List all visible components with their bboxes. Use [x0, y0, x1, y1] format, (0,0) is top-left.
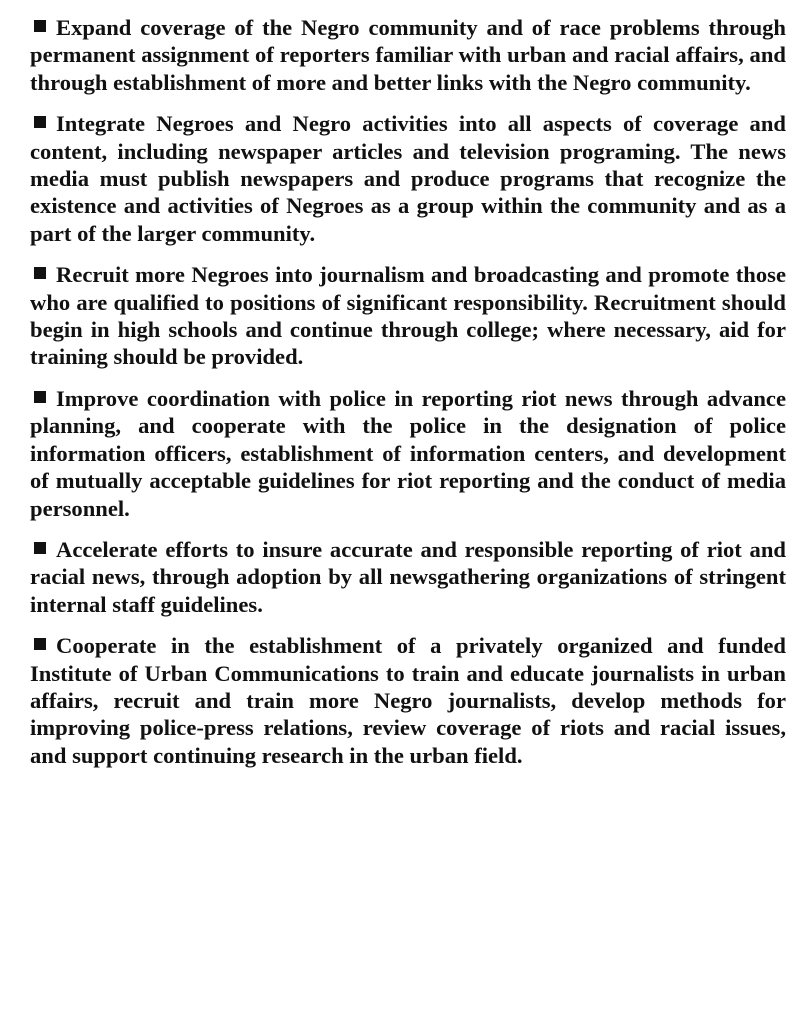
recommendation-paragraph-6 — [30, 632, 786, 769]
square-bullet-icon — [34, 391, 46, 403]
recommendation-paragraph-2 — [30, 110, 786, 247]
recommendation-paragraph-1 — [30, 14, 786, 96]
paragraph-text: Recruit more Negroes into journalism and broadcasting and promote those who are qualified to positions of significant responsibility. Recruitment should begin in high schools and continue through college; where necessary, aid for training should be provided. — [30, 262, 786, 370]
square-bullet-icon — [34, 20, 46, 32]
paragraph-text: Cooperate in the establishment of a privately organized and funded Institute of Urban Communications to train and educate journalists in urban affairs, recruit and train more Negro journalists, develop methods for improving police-press relations, review coverage of riots and racial issues, and support continuing research in the urban field. — [30, 633, 786, 768]
paragraph-text: Expand coverage of the Negro community and of race problems through permanent assignment of reporters familiar with urban and racial affairs, and through establishment of more and better links with the Negro community. — [30, 15, 786, 95]
square-bullet-icon — [34, 116, 46, 128]
paragraph-text: Improve coordination with police in reporting riot news through advance planning, and cooperate with the police in the designation of police information officers, establishment of information centers, and development of mutually acceptable guidelines for riot reporting and the conduct of media personnel. — [30, 385, 786, 521]
recommendation-paragraph-3 — [30, 261, 786, 371]
paragraph-text: Accelerate efforts to insure accurate and responsible reporting of riot and racial news, through adoption by all newsgathering organizations of stringent internal staff guidelines. — [30, 536, 786, 617]
square-bullet-icon — [34, 638, 46, 650]
square-bullet-icon — [34, 542, 46, 554]
recommendation-paragraph-5 — [30, 536, 786, 618]
paragraph-text: Integrate Negroes and Negro activities into all aspects of coverage and content, including newspaper articles and television programing. The news media must publish newspapers and produce programs that recognize the existence and activities of Negroes as a group within the community and as a part of the larger community. — [30, 111, 786, 246]
recommendation-paragraph-4 — [30, 385, 786, 522]
square-bullet-icon — [34, 267, 46, 279]
document-page — [30, 14, 786, 783]
